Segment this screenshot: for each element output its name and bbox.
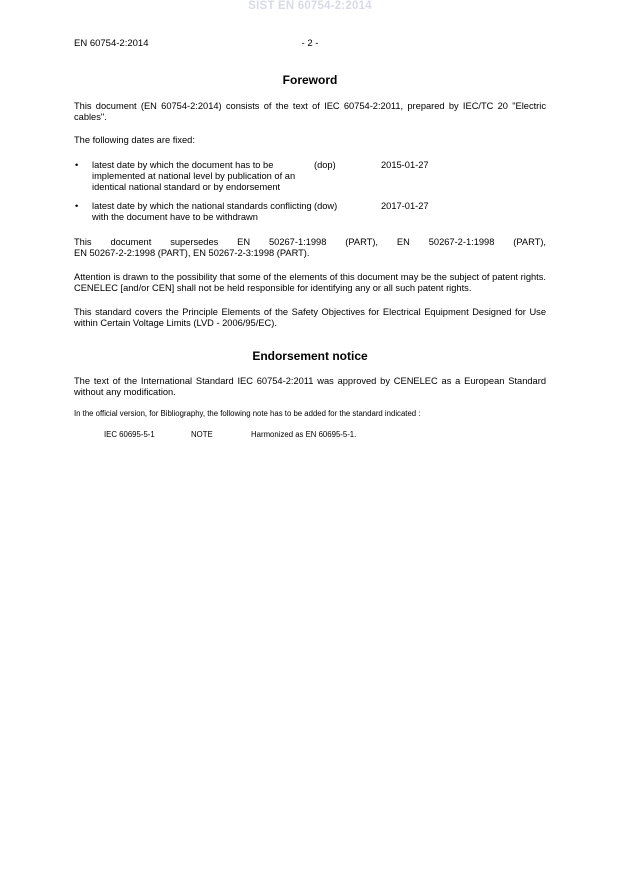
date-value: 2015-01-27	[381, 160, 429, 170]
bibliography-note-entry	[74, 430, 546, 440]
patent-paragraph: Attention is drawn to the possibility that some of the elements of this document may be the subject of patent rights. CENELEC [and/or CEN] shall not be held responsible for identifying any or all such patent rights.	[74, 272, 546, 293]
date-value: 2017-01-27	[381, 201, 429, 211]
page-number: - 2 -	[301, 38, 319, 49]
note-label: NOTE	[191, 430, 213, 439]
date-description: latest date by which the national standards conflicting with the document have to be withdrawn	[92, 201, 312, 222]
dates-row-dow	[74, 201, 546, 223]
note-reference: IEC 60695-5-1	[104, 430, 155, 439]
dates-intro: The following dates are fixed:	[74, 135, 195, 145]
supersedes-line-2: EN 50267-2-2:1998 (PART), EN 50267-2-3:1998 (PART).	[74, 248, 310, 258]
note-text: Harmonized as EN 60695-5-1.	[251, 430, 357, 439]
foreword-heading: Foreword	[282, 73, 338, 87]
bullet-icon: •	[75, 201, 79, 211]
supersedes-line-1: This document supersedes EN 50267-1:1998 (PART), EN 50267-2-1:1998 (PART),	[74, 237, 546, 247]
endorsement-paragraph: The text of the International Standard IEC 60754-2:2011 was approved by CENELEC as a European Standard without any modification.	[74, 376, 546, 397]
lvd-paragraph: This standard covers the Principle Elements of the Safety Objectives for Electrical Equipment Designed for Use within Certain Voltage Limits (LVD - 2006/95/EC).	[74, 307, 546, 328]
document-id: EN 60754-2:2014	[74, 38, 149, 49]
date-description: latest date by which the document has to be implemented at national level by publication of an identical national standard or by endorsement	[92, 160, 296, 192]
dates-row-dop	[74, 160, 546, 193]
date-code: (dow)	[314, 201, 338, 211]
date-code: (dop)	[314, 160, 336, 170]
bibliography-note: In the official version, for Bibliography, the following note has to be added for the standard indicated :	[74, 409, 421, 418]
supersedes-paragraph	[74, 237, 546, 259]
foreword-paragraph: This document (EN 60754-2:2014) consists of the text of IEC 60754-2:2011, prepared by IEC/TC 20 "Electric cables".	[74, 101, 546, 122]
endorsement-heading: Endorsement notice	[252, 349, 368, 363]
dates-table	[74, 160, 546, 223]
page-content	[74, 73, 546, 440]
watermark: SIST EN 60754-2:2014	[248, 0, 372, 12]
bullet-icon: •	[75, 160, 79, 170]
